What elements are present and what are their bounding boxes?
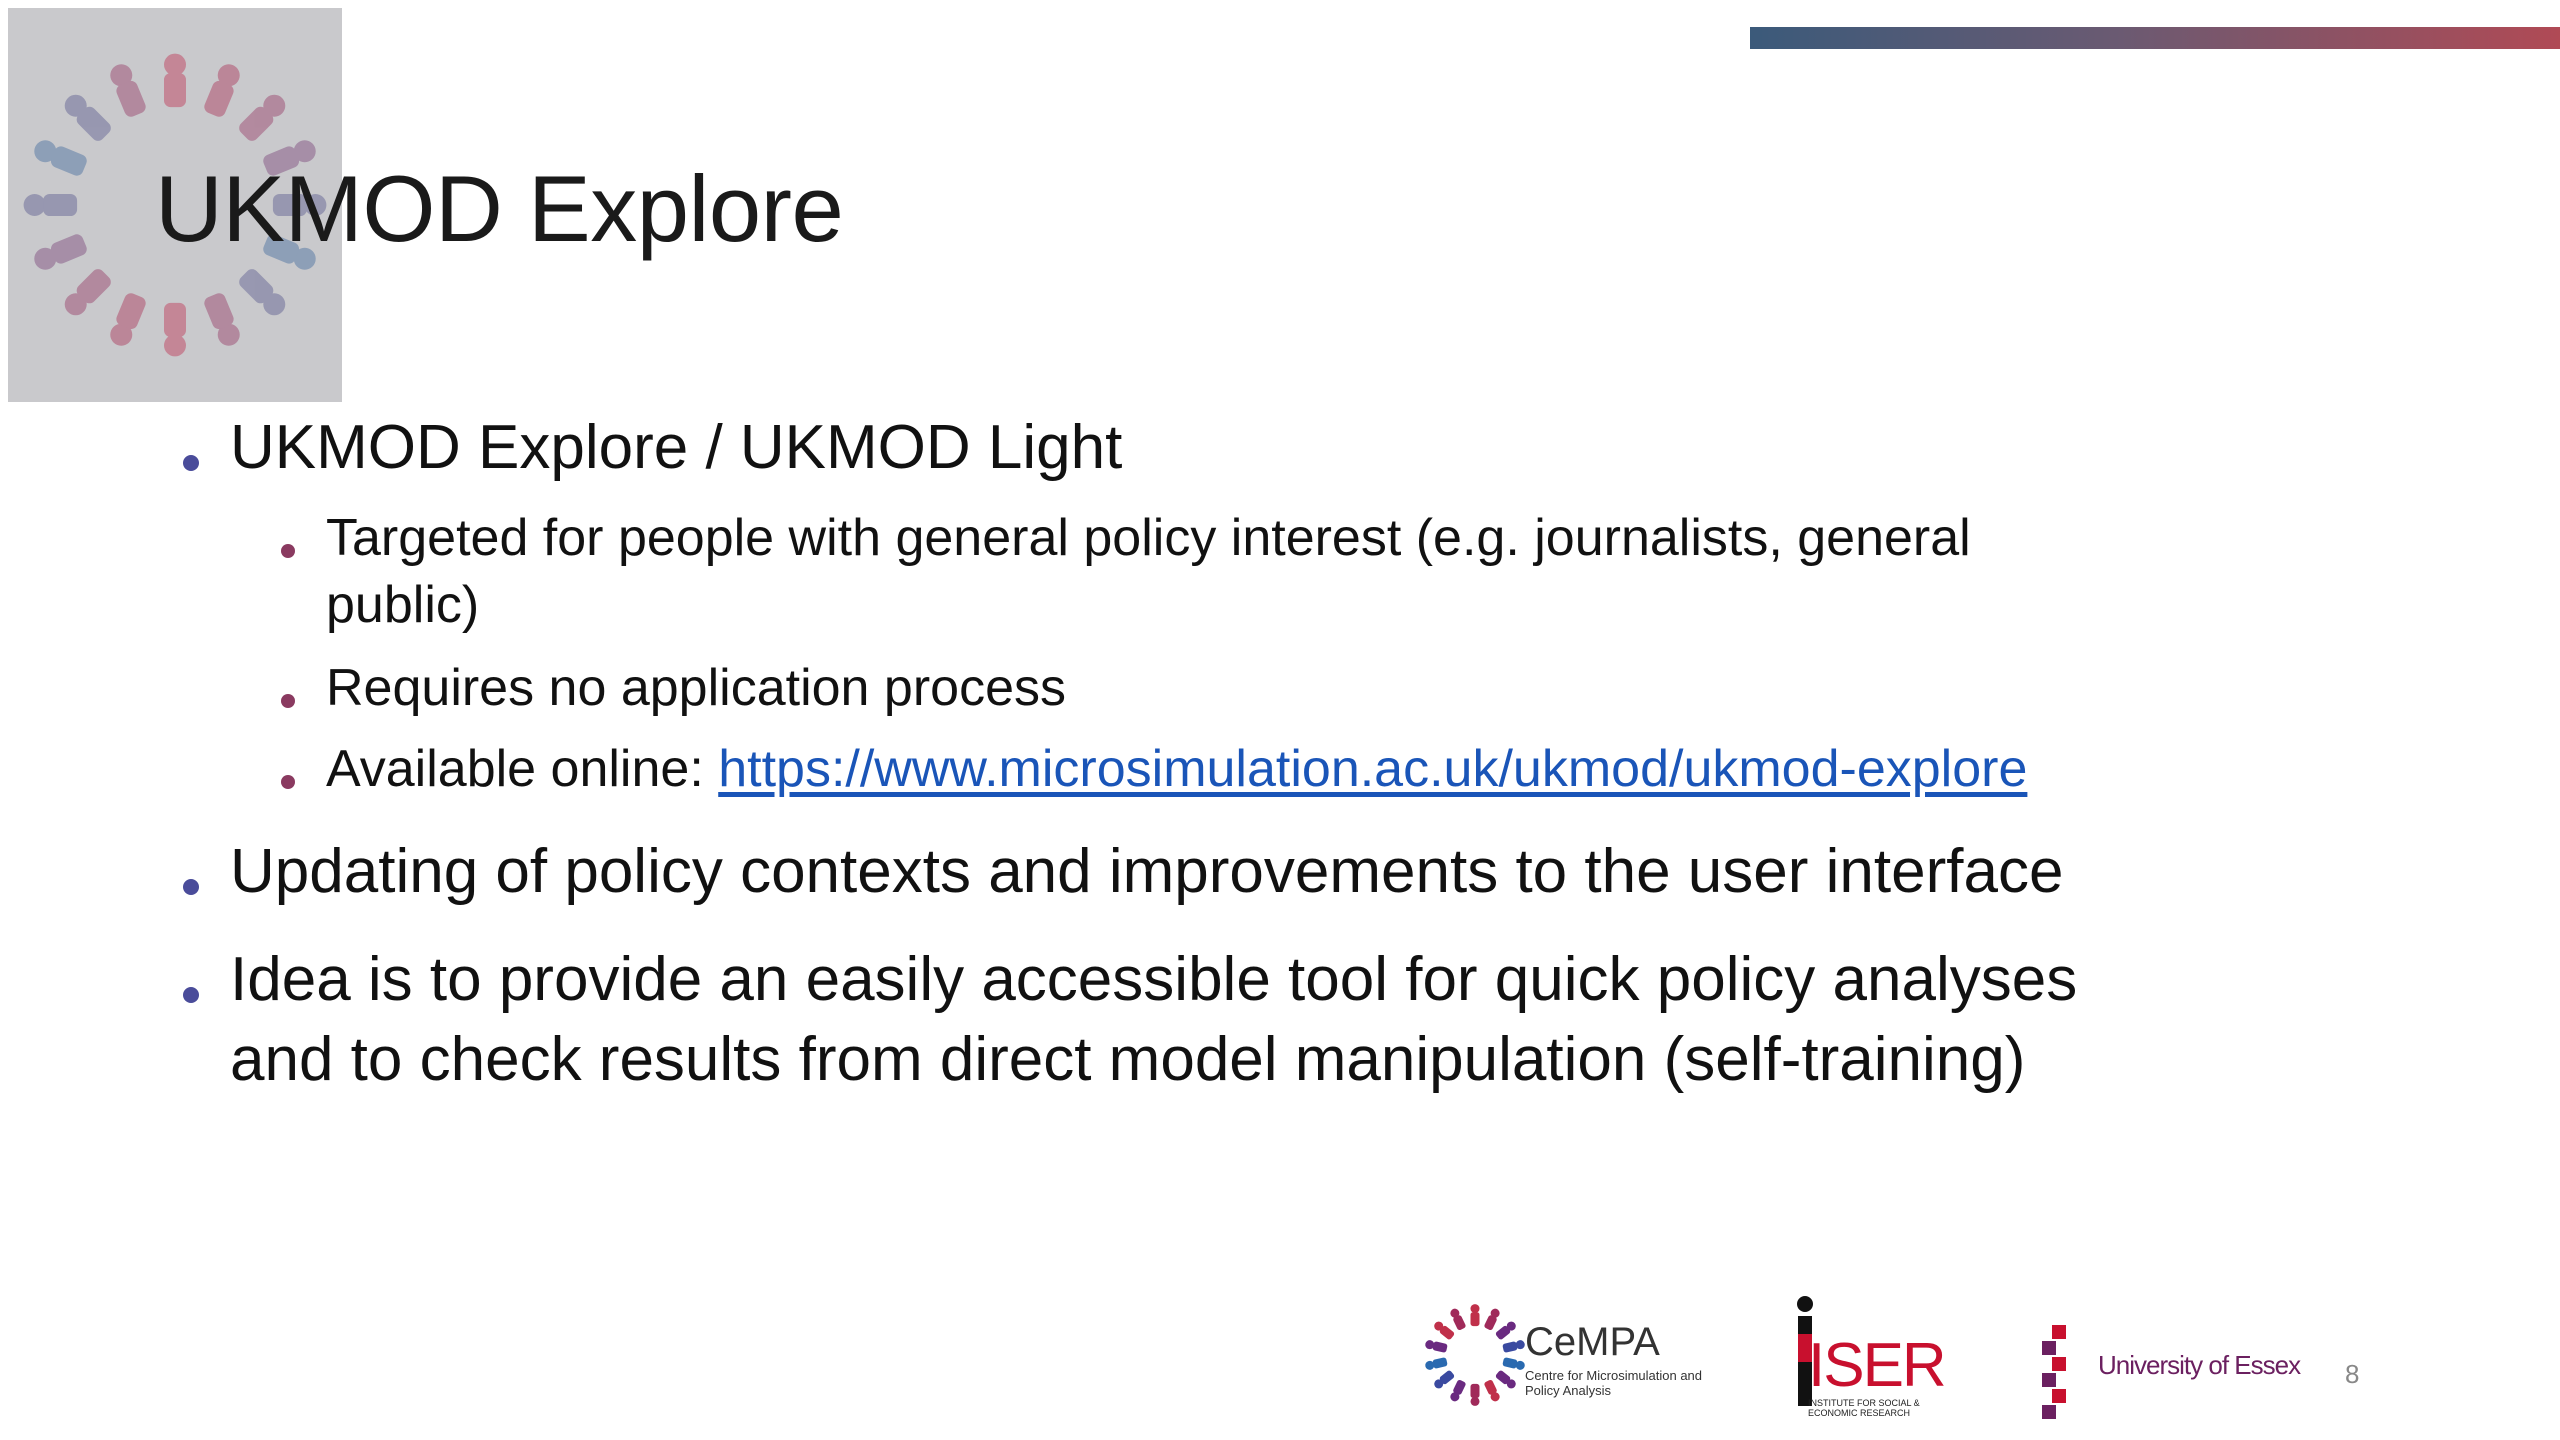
footer-logos (1410, 1280, 2410, 1430)
bullet-dot (183, 455, 199, 471)
sub-bullet-3 (326, 736, 2027, 802)
essex-logo-name: University of Essex (2098, 1350, 2301, 1380)
sub-bullet-1-line1: Targeted for people with general policy interest (e.g. journalists, general (326, 509, 1971, 567)
sub-bullet-2-text: Requires no application process (326, 659, 1066, 717)
page-number: 8 (2345, 1359, 2360, 1389)
essex-logo-icon (2042, 1325, 2082, 1420)
iser-logo-name: ISER (1808, 1331, 1945, 1400)
sub-bullet-dot (281, 775, 295, 789)
cempa-logo-subtitle: Centre for Microsimulation and Policy Analysis (1525, 1368, 1703, 1398)
bullet-2-text: Updating of policy contexts and improvements to the user interface (230, 837, 2064, 906)
bullet-dot (183, 987, 199, 1003)
slide-title: UKMOD Explore (155, 156, 844, 261)
sub-bullet-1-line2: public) (326, 576, 480, 634)
header-accent-bar (1750, 27, 2560, 49)
cempa-logo-name: CeMPA (1525, 1320, 1660, 1364)
iser-logo-subtitle: INSTITUTE FOR SOCIAL & ECONOMIC RESEARCH (1808, 1398, 1920, 1418)
sub-bullet-dot (281, 544, 295, 558)
cempa-logo-icon (1420, 1300, 1530, 1410)
ukmod-explore-link[interactable]: https://www.microsimulation.ac.uk/ukmod/ukmod-explore (718, 740, 2028, 798)
bullet-3-line1: Idea is to provide an easily accessible tool for quick policy analyses (230, 945, 2078, 1014)
bullet-3-line2: and to check results from direct model manipulation (self-training) (230, 1025, 2026, 1094)
bullet-dot (183, 879, 199, 895)
bullet-1-text: UKMOD Explore / UKMOD Light (230, 413, 1123, 482)
available-online-label: Available online: (326, 740, 719, 798)
sub-bullet-dot (281, 694, 295, 708)
